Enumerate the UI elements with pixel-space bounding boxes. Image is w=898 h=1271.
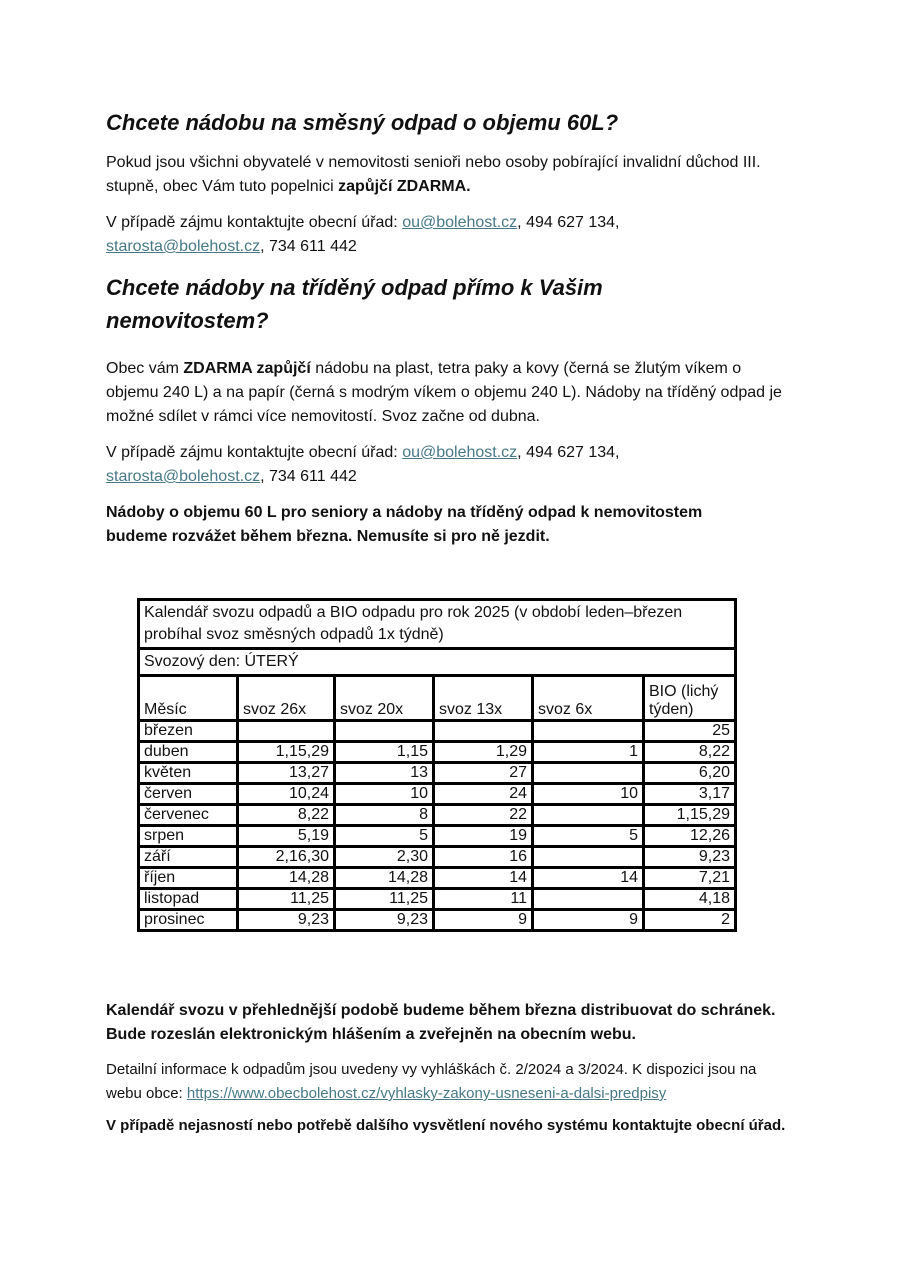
date-cell (533, 847, 644, 868)
table-row (139, 910, 736, 931)
details-paragraph: Detailní informace k odpadům jsou uvedeny vy vyhláškách č. 2/2024 a 3/2024. K dispozici jsou na webu obce: https://www.obecbolehost.cz/vyhlasky-zakony-usneseni-a-dalsi-predpisy (106, 1061, 757, 1102)
date-cell: 16 (434, 847, 533, 868)
date-cell: 13 (335, 763, 434, 784)
header-6x: svoz 6x (533, 676, 644, 721)
month-cell: červenec (139, 805, 238, 826)
date-cell (533, 721, 644, 742)
header-month: Měsíc (139, 676, 238, 721)
date-cell: 9,23 (238, 910, 335, 931)
date-cell: 5 (533, 826, 644, 847)
delivery-note: Nádoby o objemu 60 L pro seniory a nádoby na tříděný odpad k nemovitostem budeme rozvážet během března. Nemusíte si pro ně jezdit. (106, 504, 703, 545)
header-13x: svoz 13x (434, 676, 533, 721)
month-cell: květen (139, 763, 238, 784)
date-cell: 25 (644, 721, 736, 742)
table-title-row (139, 600, 736, 649)
date-cell: 27 (434, 763, 533, 784)
date-cell (533, 889, 644, 910)
date-cell: 4,18 (644, 889, 736, 910)
date-cell: 14 (533, 868, 644, 889)
table-row (139, 868, 736, 889)
table-title: Kalendář svozu odpadů a BIO odpadu pro rok 2025 (v období leden–březen probíhal svoz směsných odpadů 1x týdně) (139, 600, 736, 649)
month-cell: říjen (139, 868, 238, 889)
date-cell: 9,23 (644, 847, 736, 868)
date-cell: 2,16,30 (238, 847, 335, 868)
table-header-row (139, 676, 736, 721)
date-cell: 9 (533, 910, 644, 931)
date-cell: 9,23 (335, 910, 434, 931)
month-cell: listopad (139, 889, 238, 910)
date-cell: 10 (335, 784, 434, 805)
date-cell: 3,17 (644, 784, 736, 805)
date-cell: 10 (533, 784, 644, 805)
header-26x: svoz 26x (238, 676, 335, 721)
email-link-starosta[interactable]: starosta@bolehost.cz (106, 238, 261, 255)
table-row (139, 889, 736, 910)
table-row (139, 847, 736, 868)
collection-day: Svozový den: ÚTERÝ (139, 649, 736, 676)
date-cell: 11,25 (238, 889, 335, 910)
heading-sorted-waste-bins: Chcete nádoby na tříděný odpad přímo k Vašim nemovitostem? (106, 275, 603, 333)
date-cell: 13,27 (238, 763, 335, 784)
closing-note: V případě nejasností nebo potřebě dalšího vysvětlení nového systému kontaktujte obecní úřad. (106, 1117, 786, 1134)
distribution-note: Kalendář svozu v přehlednější podobě budeme během března distribuovat do schránek. Bude rozeslán elektronickým hlášením a zveřejněn na obecním webu. (106, 1002, 776, 1043)
table-day-row (139, 649, 736, 676)
date-cell: 2 (644, 910, 736, 931)
table-row (139, 763, 736, 784)
date-cell: 8 (335, 805, 434, 826)
date-cell: 10,24 (238, 784, 335, 805)
table-row (139, 742, 736, 763)
header-bio: BIO (lichý týden) (644, 676, 736, 721)
date-cell: 7,21 (644, 868, 736, 889)
email-link-ou[interactable]: ou@bolehost.cz (402, 444, 518, 461)
date-cell (238, 721, 335, 742)
date-cell: 1,29 (434, 742, 533, 763)
date-cell: 1,15,29 (238, 742, 335, 763)
paragraph-sorted-waste: Obec vám ZDARMA zapůjčí nádobu na plast, tetra paky a kovy (černá se žlutým víkem o objemu 240 L) a na papír (černá s modrým víkem o objemu 240 L). Nádoby na tříděný odpad je možné sdílet v rámci více nemovitostí. Svoz začne od dubna. (106, 360, 782, 425)
date-cell: 22 (434, 805, 533, 826)
date-cell: 14,28 (335, 868, 434, 889)
month-cell: červen (139, 784, 238, 805)
date-cell: 6,20 (644, 763, 736, 784)
date-cell: 24 (434, 784, 533, 805)
table-row (139, 721, 736, 742)
table-row (139, 784, 736, 805)
date-cell (533, 763, 644, 784)
date-cell: 12,26 (644, 826, 736, 847)
table-row (139, 805, 736, 826)
regulations-link[interactable]: https://www.obecbolehost.cz/vyhlasky-zakony-usneseni-a-dalsi-predpisy (186, 1085, 667, 1102)
month-cell: březen (139, 721, 238, 742)
date-cell: 8,22 (238, 805, 335, 826)
date-cell: 1,15,29 (644, 805, 736, 826)
free-loan-emphasis: zapůjčí ZDARMA. (338, 178, 471, 195)
date-cell (335, 721, 434, 742)
date-cell: 19 (434, 826, 533, 847)
month-cell: září (139, 847, 238, 868)
header-20x: svoz 20x (335, 676, 434, 721)
date-cell: 9 (434, 910, 533, 931)
email-link-starosta[interactable]: starosta@bolehost.cz (106, 468, 261, 485)
date-cell: 5 (335, 826, 434, 847)
contact-paragraph-2: V případě zájmu kontaktujte obecní úřad: ou@bolehost.cz, 494 627 134, starosta@bolehost.cz, 734 611 442 (106, 444, 620, 485)
date-cell: 8,22 (644, 742, 736, 763)
month-cell: prosinec (139, 910, 238, 931)
date-cell: 14,28 (238, 868, 335, 889)
date-cell: 11 (434, 889, 533, 910)
heading-60l-bin: Chcete nádobu na směsný odpad o objemu 60L? (106, 110, 619, 135)
date-cell: 1 (533, 742, 644, 763)
email-link-ou[interactable]: ou@bolehost.cz (402, 214, 518, 231)
date-cell (533, 805, 644, 826)
table-row (139, 826, 736, 847)
date-cell: 11,25 (335, 889, 434, 910)
date-cell: 14 (434, 868, 533, 889)
collection-calendar-table (137, 598, 737, 932)
paragraph-60l-eligibility: Pokud jsou všichni obyvatelé v nemovitosti senioři nebo osoby pobírající invalidní důchod III. stupně, obec Vám tuto popelnici zapůjčí ZDARMA. (106, 154, 761, 195)
date-cell (434, 721, 533, 742)
month-cell: srpen (139, 826, 238, 847)
date-cell: 2,30 (335, 847, 434, 868)
month-cell: duben (139, 742, 238, 763)
contact-paragraph-1: V případě zájmu kontaktujte obecní úřad: ou@bolehost.cz, 494 627 134, starosta@bolehost.cz, 734 611 442 (106, 214, 620, 255)
date-cell: 1,15 (335, 742, 434, 763)
date-cell: 5,19 (238, 826, 335, 847)
